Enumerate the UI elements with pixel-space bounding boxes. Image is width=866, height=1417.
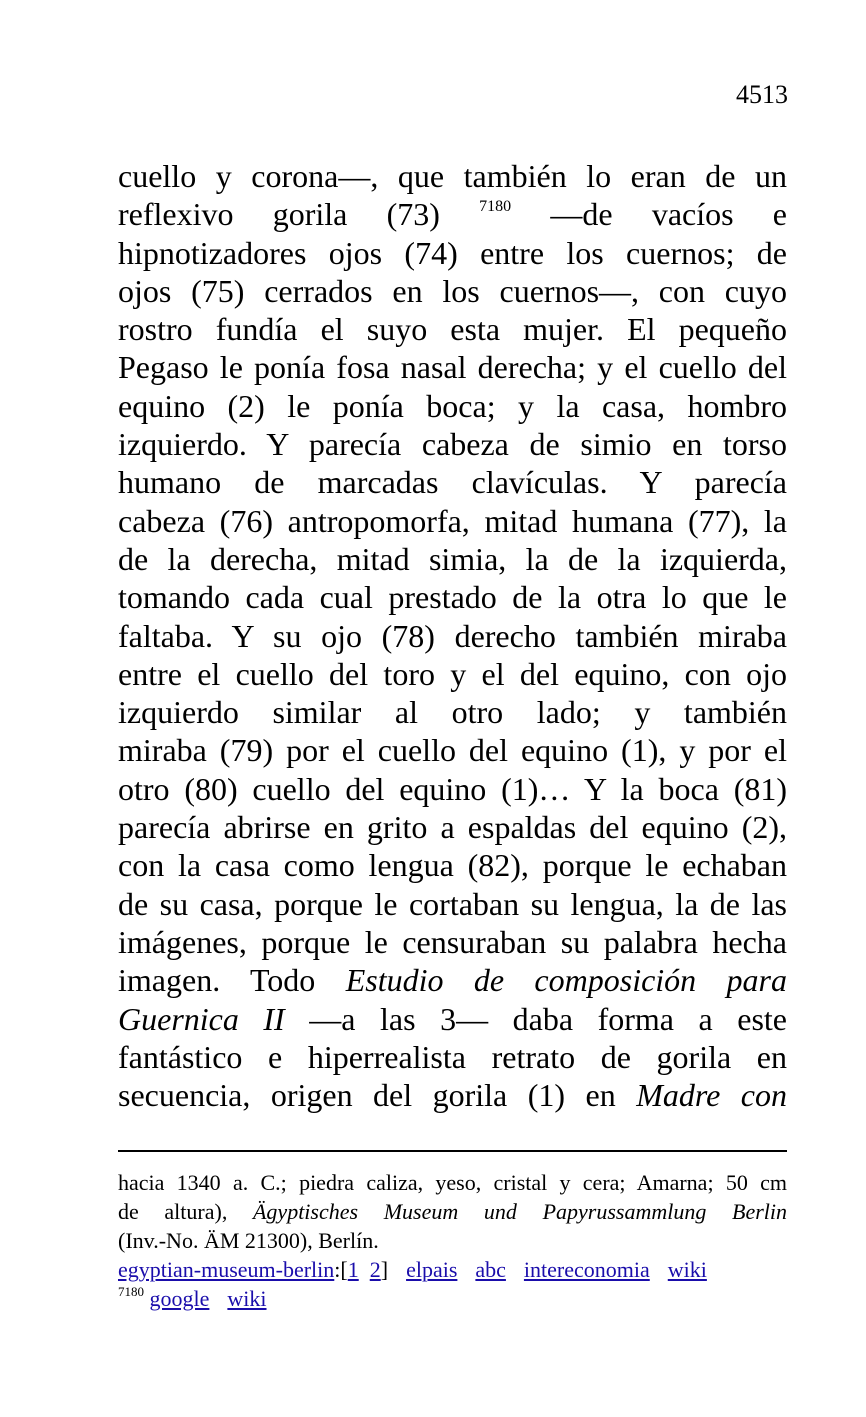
- text-segment: —de vacíos e: [550, 196, 788, 233]
- text-segment: reflexivo gorila (73): [118, 196, 440, 233]
- link-1[interactable]: 1: [347, 1257, 359, 1282]
- footnote-separator: [118, 1150, 787, 1152]
- footnote-number: 7180: [118, 1284, 144, 1299]
- text-line: rostro fundía el suyo esta mujer. El pequeño: [118, 311, 787, 348]
- text-line: parecía abrirse en grito a espaldas del equino (2),: [118, 809, 787, 846]
- footnote-line: [118, 1284, 787, 1313]
- text-line: hipnotizadores ojos (74) entre los cuernos; de: [118, 234, 787, 271]
- text-line: [118, 1076, 787, 1114]
- text-line: fantástico e hiperrealista retrato de gorila en: [118, 1038, 787, 1075]
- text-line: equino (2) le ponía boca; y la casa, hombro: [118, 387, 787, 424]
- text-line: cabeza (76) antropomorfa, mitad humana (77), la: [118, 502, 787, 539]
- text-line: [118, 195, 787, 233]
- text-line: otro (80) cuello del equino (1)… Y la boca (81): [118, 770, 787, 807]
- link-intereconomia[interactable]: intereconomia: [523, 1257, 650, 1282]
- footnote-line: (Inv.-No. ÄM 21300), Berlín.: [118, 1228, 379, 1253]
- link-wiki[interactable]: wiki: [667, 1257, 707, 1282]
- text-line: entre el cuello del toro y el del equino, con ojo: [118, 655, 787, 692]
- text-line: [118, 961, 787, 999]
- footnote-line: hacia 1340 a. C.; piedra caliza, yeso, cristal y cera; Amarna; 50 cm: [118, 1170, 787, 1195]
- footnote-reference[interactable]: 7180: [479, 198, 512, 216]
- text-line: de su casa, porque le cortaban su lengua, la de las: [118, 885, 787, 922]
- artwork-title: Guernica II: [118, 1000, 285, 1037]
- text-line: con la casa como lengua (82), porque le echaban: [118, 847, 787, 884]
- bracket-text: :[: [334, 1257, 348, 1282]
- text-line: izquierdo. Y parecía cabeza de simio en torso: [118, 426, 787, 463]
- link-2[interactable]: 2: [369, 1257, 381, 1282]
- text-segment: secuencia, origen del gorila (1) en: [118, 1077, 637, 1114]
- text-segment: imagen. Todo: [118, 962, 346, 999]
- text-line: tomando cada cual prestado de la otra lo que le: [118, 579, 787, 616]
- link-wiki[interactable]: wiki: [227, 1286, 267, 1311]
- text-line: miraba (79) por el cuello del equino (1), y por el: [118, 732, 787, 769]
- text-line: cuello y corona—, que también lo eran de un: [118, 158, 787, 194]
- artwork-title: Madre con: [636, 1077, 788, 1114]
- text-line: de la derecha, mitad simia, la de la izquierda,: [118, 540, 787, 577]
- text-line: [118, 1000, 787, 1038]
- footnote-links-line: [118, 1255, 787, 1284]
- link-egyptian-museum-berlin[interactable]: egyptian-museum-berlin: [118, 1257, 335, 1282]
- text-line: humano de marcadas clavículas. Y parecía: [118, 464, 787, 501]
- footnote-line: [118, 1197, 787, 1226]
- text-line: Pegaso le ponía fosa nasal derecha; y el cuello del: [118, 349, 787, 386]
- text-line: izquierdo similar al otro lado; y también: [118, 694, 787, 731]
- text-segment: —a las 3— daba forma a este: [284, 1000, 788, 1037]
- text-line: imágenes, porque le censuraban su palabra hecha: [118, 923, 787, 960]
- link-elpais[interactable]: elpais: [406, 1257, 458, 1282]
- artwork-title: Estudio de composición para: [345, 962, 788, 999]
- link-abc[interactable]: abc: [475, 1257, 506, 1282]
- text-segment: de altura),: [118, 1199, 253, 1224]
- page-number: 4513: [736, 80, 788, 109]
- text-line: faltaba. Y su ojo (78) derecho también miraba: [118, 617, 787, 654]
- link-google[interactable]: google: [149, 1286, 210, 1311]
- museum-name: Ägyptisches Museum und Papyrussammlung Berlin: [252, 1199, 787, 1224]
- text-line: ojos (75) cerrados en los cuernos—, con cuyo: [118, 272, 787, 309]
- footnotes: [118, 1168, 787, 1313]
- bracket-text: ]: [380, 1257, 389, 1282]
- body-text: [118, 157, 787, 1114]
